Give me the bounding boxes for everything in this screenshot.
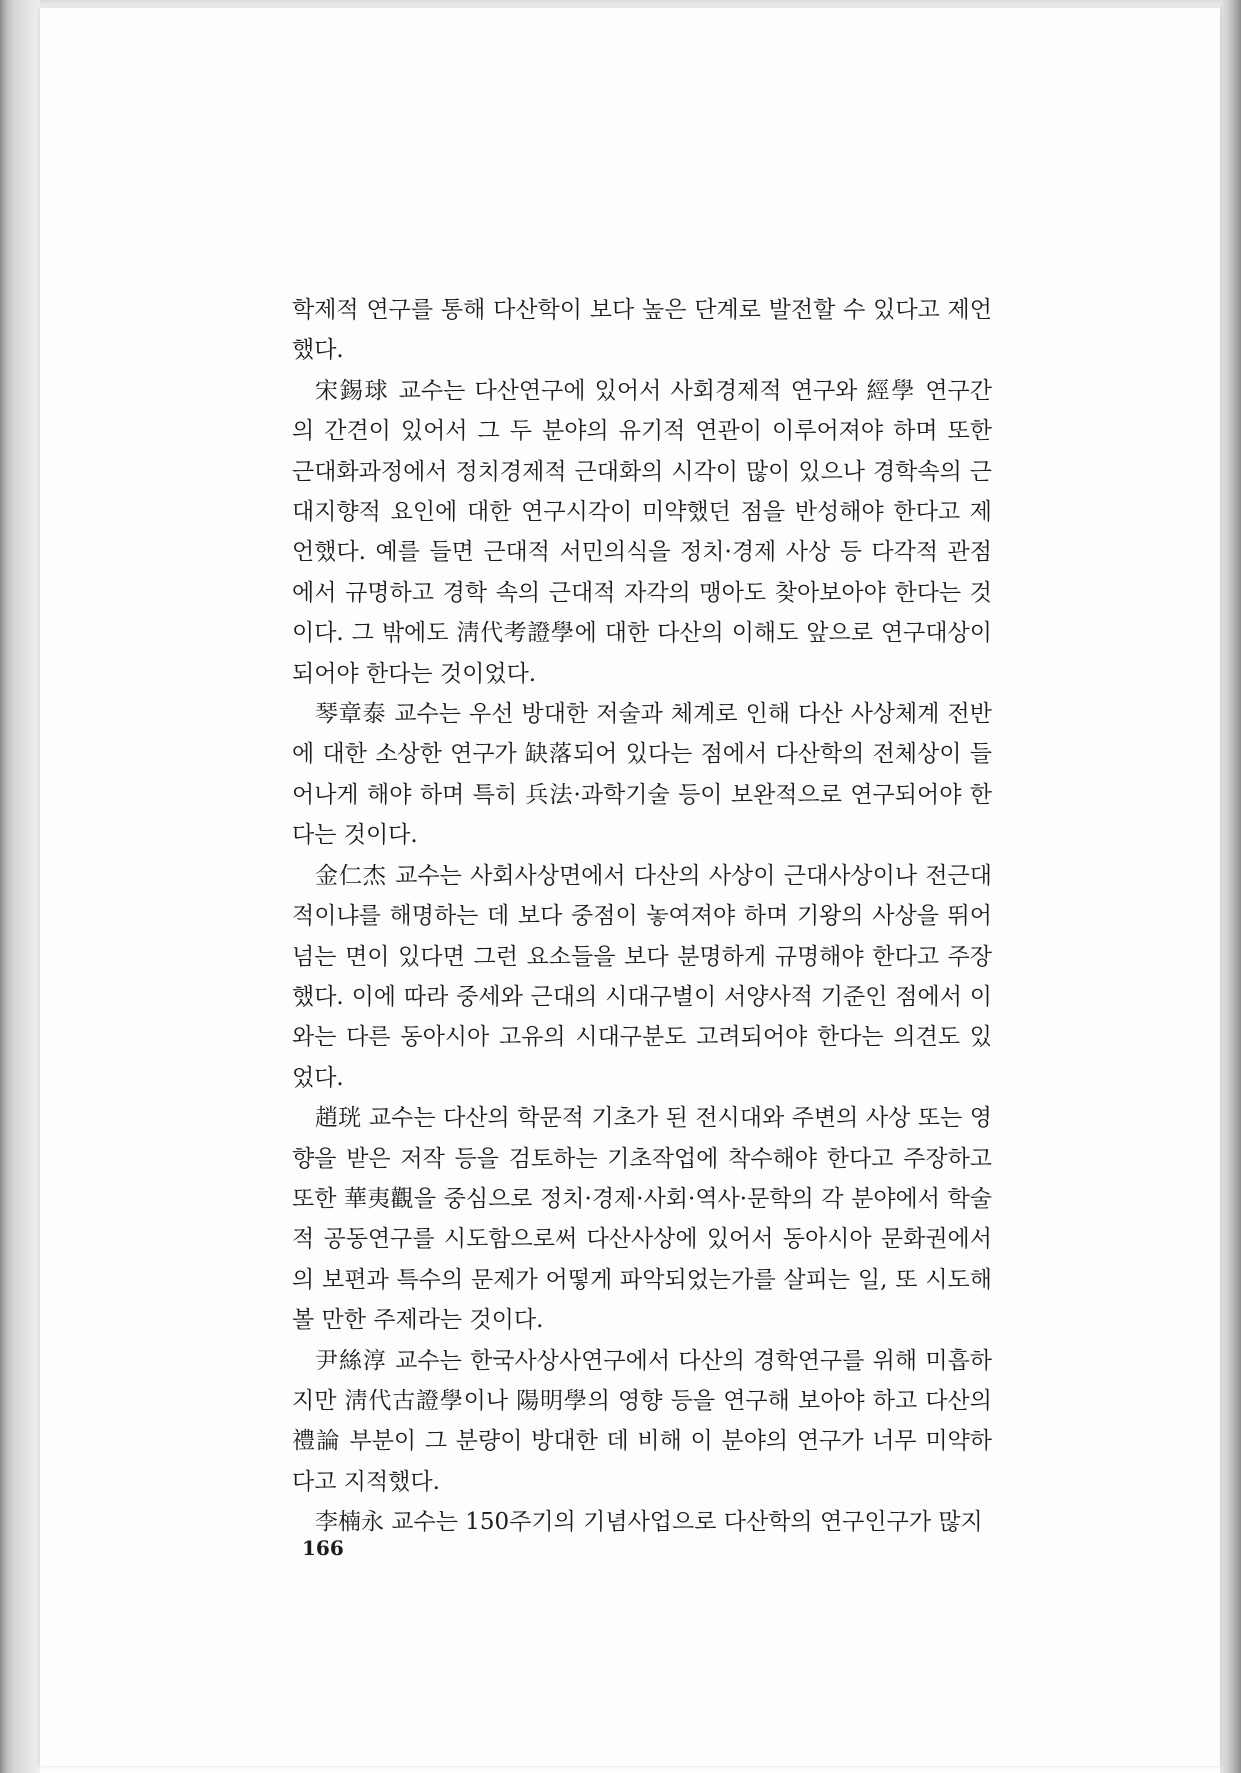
book-top-edge: [40, 0, 1220, 8]
paragraph-geum-jangtae: 琴章泰 교수는 우선 방대한 저술과 체계로 인해 다산 사상체계 전반에 대한 소상한 연구가 缺落되어 있다는 점에서 다산학의 전체상이 들어나게 해야 하며 특히 兵法·과학기술 등이 보완적으로 연구되어야 한다는 것이다.: [292, 701, 992, 849]
paragraph-jo-gwang: 趙珖 교수는 다산의 학문적 기초가 된 전시대와 주변의 사상 또는 영향을 받은 저작 등을 검토하는 기초작업에 착수해야 한다고 주장하고 또한 華夷觀을 중심으로 정치·경제·사회·역사·문학의 각 분야에서 학술적 공동연구를 시도함으로써 다산사상에 있어서 동아시아 문화권에서의 보편과 특수의 문제가 어떻게 파악되었는가를 살피는 일, 또 시도해 볼 만한 주제라는 것이다.: [292, 1105, 992, 1334]
paragraph-lee-namyeong: 李楠永 교수는 150주기의 기념사업으로 다산학의 연구인구가 많지: [315, 1509, 983, 1536]
paragraph-yun-sasun: 尹絲淳 교수는 한국사상사연구에서 다산의 경학연구를 위해 미흡하지만 淸代古證學이나 陽明學의 영향 등을 연구해 보아야 하고 다산의 禮論 부분이 그 분량이 방대한 데 비해 이 분야의 연구가 너무 미약하다고 지적했다.: [292, 1347, 992, 1495]
page-number: 166: [302, 1536, 344, 1560]
paragraph-kim-ingeol: 金仁杰 교수는 사회사상면에서 다산의 사상이 근대사상이나 전근대적이냐를 해명하는 데 보다 중점이 놓여져야 하며 기왕의 사상을 뛰어넘는 면이 있다면 그런 요소들을 보다 분명하게 규명해야 한다고 주장했다. 이에 따라 중세와 근대의 시대구별이 서양사적 기준인 점에서 이와는 다른 동아시아 고유의 시대구분도 고려되어야 한다는 의견도 있었다.: [292, 862, 992, 1091]
page-sheet: [40, 8, 1220, 1766]
book-spine-edge: [0, 0, 40, 1773]
book-right-edge: [1220, 0, 1241, 1773]
paragraph-song-seokgu: 宋錫球 교수는 다산연구에 있어서 사회경제적 연구와 經學 연구간의 간견이 있어서 그 두 분야의 유기적 연관이 이루어져야 하며 또한 근대화과정에서 정치경제적 근대화의 시각이 많이 있으나 경학속의 근대지향적 요인에 대한 연구시각이 미약했던 점을 반성해야 한다고 제언했다. 예를 들면 근대적 서민의식을 정치·경제 사상 등 다각적 관점에서 규명하고 경학 속의 근대적 자각의 맹아도 찾아보아야 한다는 것이다. 그 밖에도 淸代考證學에 대한 다산의 이해도 앞으로 연구대상이 되어야 한다는 것이었다.: [292, 377, 992, 687]
body-text: [292, 290, 992, 1543]
paragraph-continuation: 학제적 연구를 통해 다산학이 보다 높은 단계로 발전할 수 있다고 제언했다.: [292, 297, 992, 364]
